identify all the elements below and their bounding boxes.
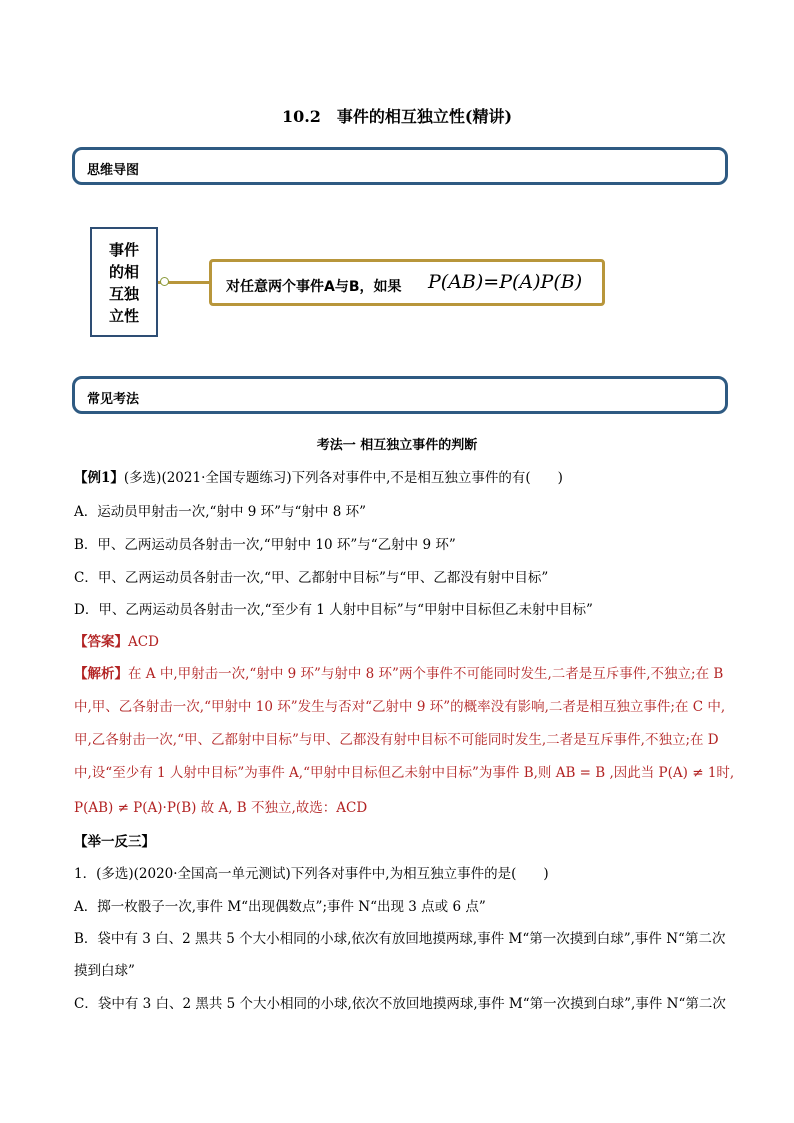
option-a: A．运动员甲射击一次,“射中 9 环”与“射中 8 环” <box>74 504 366 520</box>
mindmap-root-line: 的相 <box>108 263 139 281</box>
mindmap-collapse-dot[interactable] <box>160 277 169 286</box>
analysis-label: 【解析】 <box>74 666 128 682</box>
practice-option-a: A．掷一枚骰子一次,事件 M“出现偶数点”;事件 N“出现 3 点或 6 点” <box>74 899 486 915</box>
mindmap-root-line: 互独 <box>108 285 139 303</box>
answer-line <box>74 630 159 650</box>
section-box-mindmap <box>72 147 728 185</box>
analysis-text: 在 A 中,甲射击一次,“射中 9 环”与射中 8 环”两个事件不可能同时发生,二者是互斥事件,不独立;在 B <box>128 666 724 682</box>
answer-label: 【答案】 <box>74 634 128 650</box>
example-stem-text: (多选)(2021·全国专题练习)下列各对事件中,不是相互独立事件的有( ) <box>123 470 563 486</box>
mindmap-child-formula: P(AB)=P(A)P(B) <box>428 271 583 293</box>
analysis-line-3: 甲,乙各射击一次,“甲、乙都射中目标”与甲、乙都没有射中目标不可能同时发生,二者是互斥事件,不独立;在 D <box>74 732 719 748</box>
example-stem <box>74 466 563 486</box>
mindmap-root-line: 事件 <box>108 241 139 259</box>
practice-option-c: C．袋中有 3 白、2 黑共 5 个大小相同的小球,依次不放回地摸两球,事件 M“第一次摸到白球”,事件 N“第二次 <box>74 996 726 1012</box>
practice-option-b: B．袋中有 3 白、2 黑共 5 个大小相同的小球,依次有放回地摸两球,事件 M“第一次摸到白球”,事件 N“第二次 <box>74 931 726 947</box>
mindmap-root-node <box>90 227 158 337</box>
option-c: C．甲、乙两运动员各射击一次,“甲、乙都射中目标”与“甲、乙都没有射中目标” <box>74 570 549 586</box>
analysis-line-2: 中,甲、乙各射击一次,“甲射中 10 环”发生与否对“乙射中 9 环”的概率没有影响,二者是相互独立事件;在 C 中, <box>74 699 726 715</box>
option-b: B．甲、乙两运动员各射击一次,“甲射中 10 环”与“乙射中 9 环” <box>74 537 456 553</box>
mindmap-root-line: 立性 <box>108 307 139 325</box>
analysis-line-4: 中,设“至少有 1 人射中目标”为事件 A,“甲射中目标但乙未射中目标”为事件 B,则 AB = B ,因此当 P(A) ≠ 1时, <box>74 765 735 781</box>
section-box-common <box>72 376 728 414</box>
mindmap-child-node <box>209 259 605 306</box>
option-d: D．甲、乙两运动员各射击一次,“至少有 1 人射中目标”与“甲射中目标但乙未射中目标” <box>74 602 593 618</box>
section-label-mindmap: 思维导图 <box>87 163 140 178</box>
example-label: 【例1】 <box>74 470 124 486</box>
method-heading: 考法一 相互独立事件的判断 <box>316 438 478 453</box>
practice-option-b-cont: 摸到白球” <box>74 963 135 979</box>
section-label-common: 常见考法 <box>87 392 140 407</box>
answer-value: ACD <box>128 634 159 650</box>
mindmap-child-text: 对任意两个事件A与B，如果 <box>226 279 402 295</box>
page-title: 10.2 事件的相互独立性(精讲) <box>281 107 513 126</box>
practice-stem: 1．(多选)(2020·全国高一单元测试)下列各对事件中,为相互独立事件的是( ) <box>74 866 549 882</box>
analysis-line-5: P(AB) ≠ P(A)·P(B) 故 A, B 不独立,故选：ACD <box>74 800 368 816</box>
practice-heading: 【举一反三】 <box>74 834 155 850</box>
analysis-line-1 <box>74 662 723 682</box>
